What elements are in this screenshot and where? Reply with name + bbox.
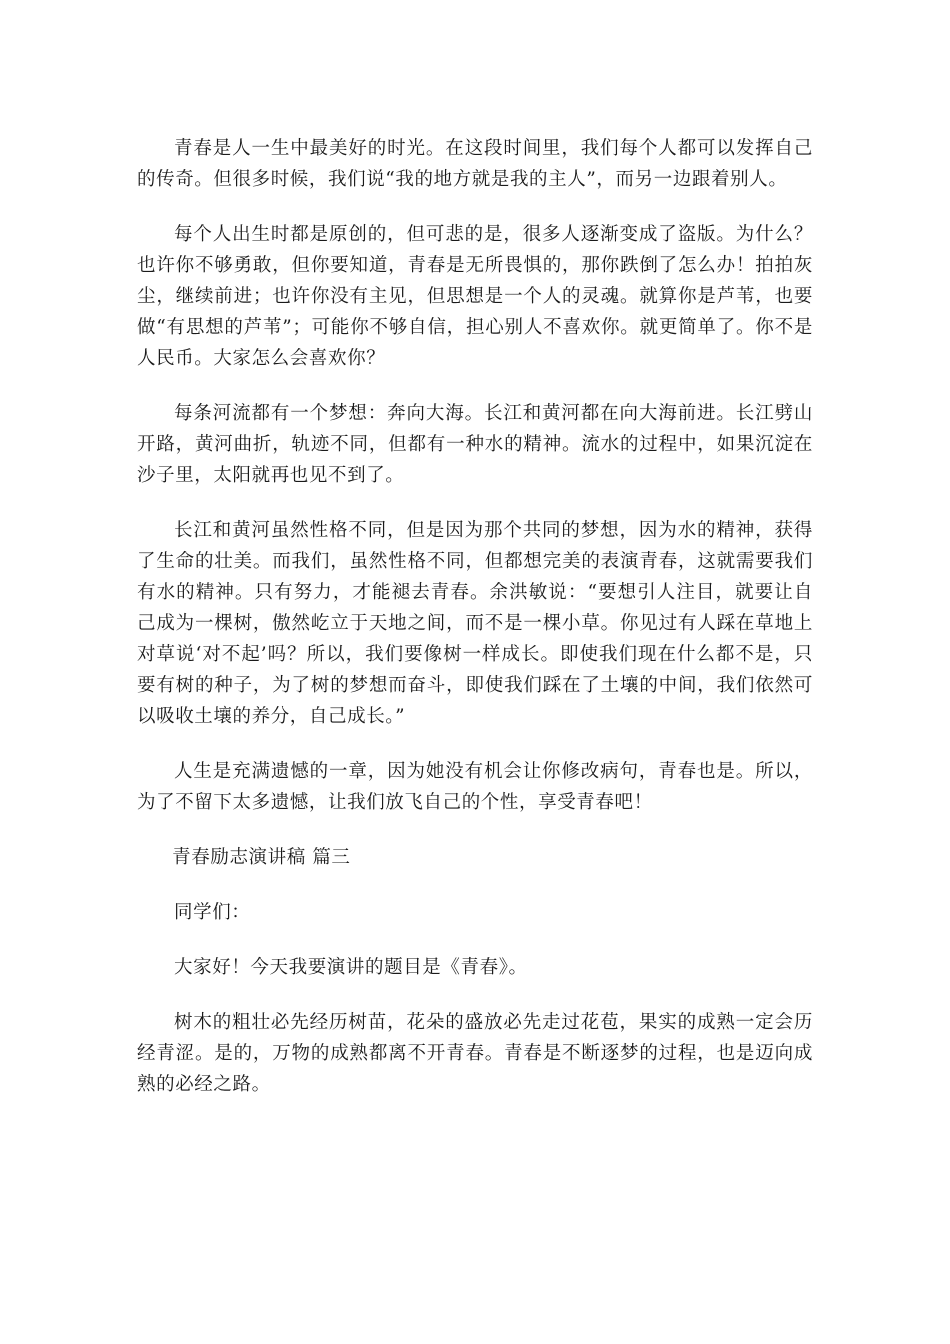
paragraph-river-dream: 每条河流都有一个梦想：奔向大海。长江和黄河都在向大海前进。长江劈山开路，黄河曲折，轨迹不同，但都有一种水的精神。流水的过程中，如果沉淀在沙子里，太阳就再也见不到了。: [137, 403, 813, 486]
greeting: 同学们：: [174, 902, 251, 923]
paragraph-youth-best-time: 青春是人一生中最美好的时光。在这段时间里，我们每个人都可以发挥自己的传奇。但很多时候，我们说“我的地方就是我的主人”，而另一边跟着别人。: [137, 138, 813, 190]
paragraph-water-spirit: 长江和黄河虽然性格不同，但是因为那个共同的梦想，因为水的精神，获得了生命的壮美。而我们，虽然性格不同，但都想完美的表演青春，这就需要我们有水的精神。只有努力，才能褪去青春。余洪敏说：“要想引人注目，就要让自己成为一棵树，傲然屹立于天地之间，而不是一棵小草。你见过有人踩在草地上对草说‘对不起’吗？所以，我们要像树一样成长。即使我们现在什么都不是，只要有树的种子，为了树的梦想而奋斗，即使我们踩在了土壤的中间，我们依然可以吸收土壤的养分，自己成长。”: [137, 520, 813, 727]
document-body: [137, 133, 813, 1124]
section-heading: 青春励志演讲稿 篇三: [172, 847, 351, 868]
paragraph-maturity: 树木的粗壮必先经历树苗，花朵的盛放必先走过花苞，果实的成熟一定会历经青涩。是的，万物的成熟都离不开青春。青春是不断逐梦的过程，也是迈向成熟的必经之路。: [137, 1012, 813, 1095]
speech-intro: 大家好！今天我要演讲的题目是《青春》。: [174, 957, 528, 978]
paragraph-original-vs-pirated: 每个人出生时都是原创的，但可悲的是，很多人逐渐变成了盗版。为什么？也许你不够勇敢，但你要知道，青春是无所畏惧的，那你跌倒了怎么办！拍拍灰尘，继续前进；也许你没有主见，但思想是一个人的灵魂。就算你是芦苇，也要做“有思想的芦苇”；可能你不够自信，担心别人不喜欢你。就更简单了。你不是人民币。大家怎么会喜欢你？: [137, 224, 813, 369]
paragraph-life-regrets: 人生是充满遗憾的一章，因为她没有机会让你修改病句，青春也是。所以，为了不留下太多遗憾，让我们放飞自己的个性，享受青春吧！: [137, 761, 813, 813]
